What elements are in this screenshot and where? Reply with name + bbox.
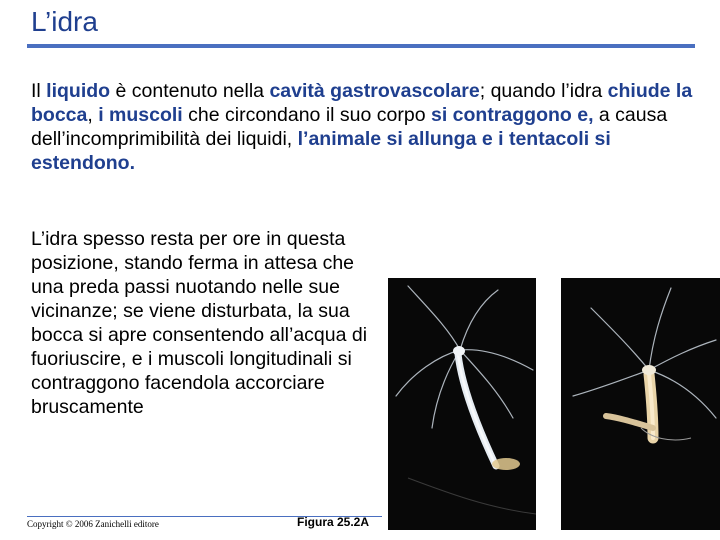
highlight-allunga: l’animale si allunga e i tentacoli si estendono. <box>31 128 611 174</box>
highlight-bocca: chiude la bocca <box>31 80 693 126</box>
hydra-contracted-illustration <box>561 278 720 530</box>
figure-caption: Figura 25.2A <box>297 515 370 529</box>
highlight-liquido: liquido <box>46 80 111 102</box>
text-run: Il <box>31 80 47 102</box>
text-run: che circondano il suo corpo <box>182 104 431 126</box>
intro-paragraph <box>31 79 715 175</box>
detail-paragraph: L’idra spesso resta per ore in questa posizione, stando ferma in attesa che una preda passi nuotando nelle sue vicinanze; se viene disturbata, la sua bocca si apre consentendo all’acqua di fuoriuscire, e i muscoli longitudinali si contraggono facendola accorciare bruscamente <box>31 228 368 418</box>
title-divider <box>27 44 695 48</box>
highlight-cavita: cavità gastrovascolare <box>269 80 480 102</box>
text-run: è contenuto nella <box>110 80 270 102</box>
hydra-extended-illustration <box>388 278 536 530</box>
hydra-photo-contracted <box>561 278 720 530</box>
copyright-notice: Copyright © 2006 Zanichelli editore <box>27 519 159 529</box>
highlight-contraggono: si contraggono e, <box>430 104 594 126</box>
page-title: L’idra <box>31 6 98 37</box>
highlight-muscoli: i muscoli <box>98 104 183 126</box>
hydra-photo-extended <box>388 278 536 530</box>
text-run: a causa dell’incomprimibilità dei liquidi, <box>31 104 668 150</box>
text-run: ; quando l’idra <box>479 80 608 102</box>
text-run: , <box>87 104 99 126</box>
